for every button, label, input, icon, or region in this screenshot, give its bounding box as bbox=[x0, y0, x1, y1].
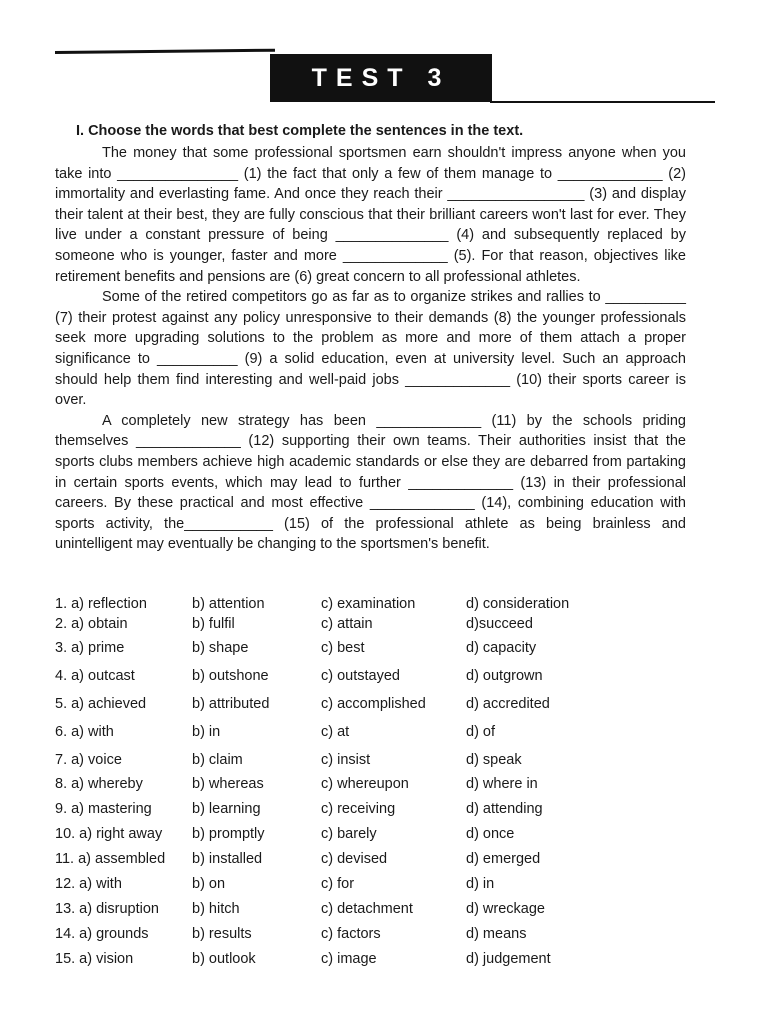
option-a: 8. a) whereby bbox=[55, 776, 143, 792]
option-row-10 bbox=[55, 826, 675, 846]
option-c: c) devised bbox=[321, 851, 388, 867]
option-row-7 bbox=[55, 752, 675, 772]
option-d: d) of bbox=[466, 724, 496, 740]
option-row-14 bbox=[55, 926, 675, 946]
option-c: c) image bbox=[321, 951, 377, 967]
option-d: d)succeed bbox=[466, 616, 533, 632]
option-b: b) fulfil bbox=[192, 616, 235, 632]
passage-paragraph: Some of the retired competitors go as far as to organize strikes and rallies to __________ (7) their protest against any policy unresponsive to their demands (8) the younger professionals seek more upgrading solutions to the problem as more and more of them attach a proper significance to __________ (9) a solid education, even at university level. Such an approach should help them find interesting and well-paid jobs _____________ (10) their sports career is over. bbox=[55, 289, 686, 409]
option-d: d) capacity bbox=[466, 640, 537, 656]
instruction: I. Choose the words that best complete the sentences in the text. bbox=[76, 123, 524, 139]
option-c: c) accomplished bbox=[321, 696, 426, 712]
option-b: b) in bbox=[192, 724, 221, 740]
option-a: 11. a) assembled bbox=[55, 851, 166, 867]
option-row-1 bbox=[55, 596, 675, 616]
option-d: d) emerged bbox=[466, 851, 541, 867]
option-row-4 bbox=[55, 668, 675, 688]
option-b: b) outshone bbox=[192, 668, 269, 684]
option-row-11 bbox=[55, 851, 675, 871]
option-c: c) detachment bbox=[321, 901, 413, 917]
header-rule-right bbox=[490, 101, 715, 103]
passage bbox=[55, 143, 686, 555]
option-a: 9. a) mastering bbox=[55, 801, 152, 817]
option-row-13 bbox=[55, 901, 675, 921]
option-row-6 bbox=[55, 724, 675, 744]
option-row-8 bbox=[55, 776, 675, 796]
option-b: b) hitch bbox=[192, 901, 240, 917]
option-c: c) insist bbox=[321, 752, 371, 768]
option-c: c) examination bbox=[321, 596, 416, 612]
option-row-3 bbox=[55, 640, 675, 660]
option-d: d) once bbox=[466, 826, 515, 842]
option-c: c) best bbox=[321, 640, 365, 656]
option-c: c) barely bbox=[321, 826, 377, 842]
option-c: c) factors bbox=[321, 926, 381, 942]
option-a: 7. a) voice bbox=[55, 752, 122, 768]
option-a: 3. a) prime bbox=[55, 640, 125, 656]
page-title: TEST 3 bbox=[270, 54, 492, 102]
option-d: d) outgrown bbox=[466, 668, 543, 684]
option-b: b) on bbox=[192, 876, 226, 892]
option-c: c) whereupon bbox=[321, 776, 409, 792]
option-b: b) outlook bbox=[192, 951, 256, 967]
option-b: b) installed bbox=[192, 851, 263, 867]
option-c: c) attain bbox=[321, 616, 373, 632]
option-row-15 bbox=[55, 951, 675, 971]
option-b: b) results bbox=[192, 926, 252, 942]
option-a: 13. a) disruption bbox=[55, 901, 159, 917]
option-a: 2. a) obtain bbox=[55, 616, 128, 632]
option-d: d) wreckage bbox=[466, 901, 545, 917]
option-a: 10. a) right away bbox=[55, 826, 163, 842]
option-b: b) attributed bbox=[192, 696, 270, 712]
option-b: b) shape bbox=[192, 640, 249, 656]
option-d: d) where in bbox=[466, 776, 538, 792]
option-a: 5. a) achieved bbox=[55, 696, 147, 712]
options-list bbox=[55, 596, 675, 967]
option-d: d) consideration bbox=[466, 596, 570, 612]
option-c: c) for bbox=[321, 876, 355, 892]
option-row-2 bbox=[55, 616, 675, 636]
option-c: c) receiving bbox=[321, 801, 396, 817]
option-row-12 bbox=[55, 876, 675, 896]
option-a: 1. a) reflection bbox=[55, 596, 147, 612]
option-a: 6. a) with bbox=[55, 724, 114, 740]
option-d: d) in bbox=[466, 876, 495, 892]
option-c: c) at bbox=[321, 724, 350, 740]
option-a: 14. a) grounds bbox=[55, 926, 149, 942]
passage-paragraph: A completely new strategy has been _____________ (11) by the schools priding themselves _____________ (12) supporting their own teams. Their authorities insist that the sports clubs members achieve high academic standards or else they are debarred from partaking in certain sports events, which may lead to further _____________ (13) in their professional careers. By these practical and most effective _____________ (14), combining education with sports activity, the___________ (15) of the professional athlete as being brainless and unintelligent may eventually be changing to the sportsmen's benefit. bbox=[55, 412, 686, 553]
option-b: b) claim bbox=[192, 752, 243, 768]
option-a: 12. a) with bbox=[55, 876, 122, 892]
option-d: d) accredited bbox=[466, 696, 550, 712]
passage-paragraph: The money that some professional sportsmen earn shouldn't impress anyone when you take into _______________ (1) the fact that only a few of them manage to _____________ (2) immortality and everlasting fame. And once they reach their _________________ (3) and display their talent at their best, they are fully conscious that their brilliant careers won't last for ever. They live under a constant pressure of being ______________ (4) and subsequently replaced by someone who is younger, faster and more _____________ (5). For that reason, objectives like retirement benefits and pensions are (6) great concern to all professional athletes. bbox=[55, 145, 686, 285]
option-a: 15. a) vision bbox=[55, 951, 134, 967]
option-d: d) means bbox=[466, 926, 527, 942]
option-b: b) promptly bbox=[192, 826, 265, 842]
option-a: 4. a) outcast bbox=[55, 668, 135, 684]
option-b: b) attention bbox=[192, 596, 265, 612]
option-d: d) speak bbox=[466, 752, 522, 768]
option-b: b) whereas bbox=[192, 776, 264, 792]
option-b: b) learning bbox=[192, 801, 261, 817]
header-rule-left bbox=[55, 49, 275, 54]
option-d: d) judgement bbox=[466, 951, 551, 967]
option-d: d) attending bbox=[466, 801, 543, 817]
option-c: c) outstayed bbox=[321, 668, 400, 684]
option-row-5 bbox=[55, 696, 675, 716]
option-row-9 bbox=[55, 801, 675, 821]
